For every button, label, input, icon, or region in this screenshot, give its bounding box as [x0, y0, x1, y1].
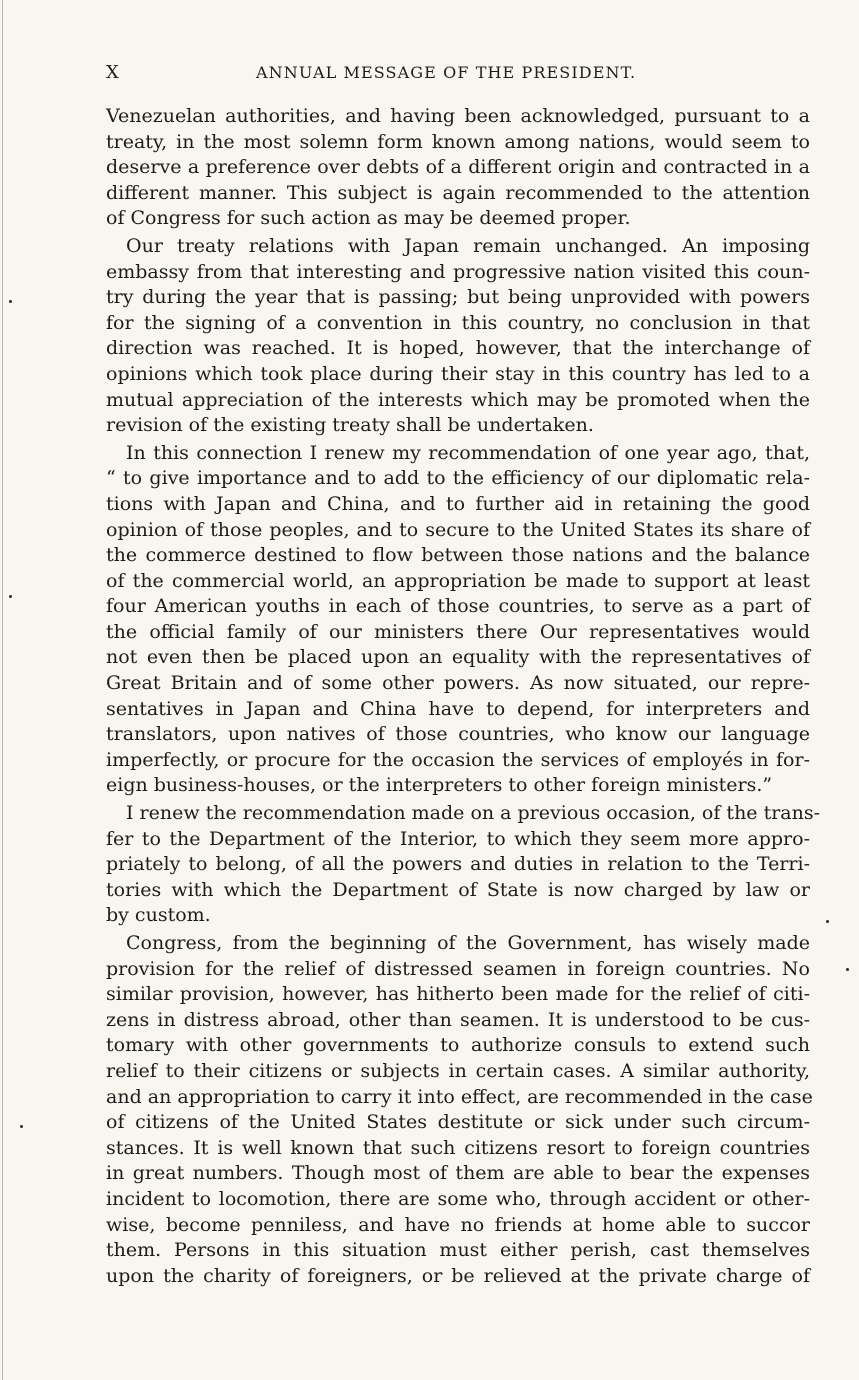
text-line: treaty, in the most solemn form known among nations, would seem to	[106, 130, 810, 153]
text-line: upon the charity of foreigners, or be relieved at the private charge of	[106, 1264, 810, 1287]
paragraph-distressed-citizens	[106, 931, 813, 1289]
text-line: opinion of those peoples, and to secure to the United States its share of	[106, 518, 810, 541]
text-line: stances. It is well known that such citizens resort to foreign countries	[106, 1136, 810, 1159]
text-line: of the commercial world, an appropriation be made to support at least	[106, 569, 810, 592]
text-line: direction was reached. It is hoped, however, that the interchange of	[106, 337, 810, 360]
scan-speck	[846, 968, 849, 971]
text-line: embassy from that interesting and progressive nation visited this coun-	[106, 260, 810, 283]
paragraph-japan-treaty	[106, 234, 810, 439]
text-line: sentatives in Japan and China have to depend, for interpreters and	[106, 697, 810, 720]
text-line: fer to the Department of the Interior, to which they seem more appro-	[106, 827, 810, 850]
text-line: of Congress for such action as may be deemed proper.	[106, 207, 631, 230]
text-line: “ to give importance and to add to the efficiency of our diplomatic rela-	[106, 467, 810, 490]
text-line: priately to belong, of all the powers and duties in relation to the Terri-	[106, 853, 810, 876]
text-line: Congress, from the beginning of the Government, has wisely made	[126, 932, 810, 954]
text-line: eign business-houses, or the interpreters to other foreign ministers.”	[106, 774, 773, 797]
text-line: wise, become penniless, and have no friends at home able to succor	[106, 1213, 810, 1236]
text-line: not even then be placed upon an equality with the representatives of	[106, 646, 810, 669]
paragraph-venezuelan-claims	[106, 104, 810, 232]
text-line: them. Persons in this situation must either perish, cast themselves	[106, 1239, 810, 1262]
text-line: opinions which took place during their stay in this country has led to a	[106, 362, 810, 385]
text-line: by custom.	[106, 904, 211, 927]
text-line: deserve a preference over debts of a different origin and contracted in a	[106, 156, 810, 179]
text-line: relief to their citizens or subjects in certain cases. A similar authority,	[106, 1059, 810, 1082]
text-line: imperfectly, or procure for the occasion the services of employés in for-	[106, 748, 810, 771]
text-line: of citizens of the United States destitute or sick under such circum-	[106, 1111, 810, 1134]
text-line: zens in distress abroad, other than seamen. It is understood to be cus-	[106, 1008, 810, 1031]
text-line: Our treaty relations with Japan remain unchanged. An imposing	[126, 234, 810, 257]
scan-speck	[826, 920, 829, 923]
text-line: the commerce destined to flow between those nations and the balance	[106, 544, 810, 567]
text-line: incident to locomotion, there are some who, through accident or other-	[106, 1187, 810, 1210]
text-line: in great numbers. Though most of them are able to bear the expenses	[106, 1162, 810, 1185]
text-line: similar provision, however, has hitherto been made for the relief of citi-	[106, 983, 810, 1006]
paragraph-diplomatic-youths	[106, 441, 810, 799]
running-head: ANNUAL MESSAGE OF THE PRESIDENT.	[256, 63, 637, 82]
text-line: provision for the relief of distressed seamen in foreign countries. No	[106, 957, 810, 980]
paragraph-territories-transfer	[106, 801, 821, 929]
body-text	[106, 104, 821, 1291]
text-line: In this connection I renew my recommendation of one year ago, that,	[126, 441, 810, 464]
text-line: tories with which the Department of State is now charged by law or	[106, 878, 810, 901]
text-line: different manner. This subject is again recommended to the attention	[106, 181, 810, 204]
scan-speck	[20, 1125, 23, 1128]
text-line: mutual appreciation of the interests which may be promoted when the	[106, 388, 810, 411]
page-number: X	[106, 62, 120, 83]
text-line: tions with Japan and China, and to further aid in retaining the good	[106, 492, 810, 515]
text-line: translators, upon natives of those countries, who know our language	[106, 723, 810, 746]
text-line: Great Britain and of some other powers. As now situated, our repre-	[106, 672, 810, 695]
text-line: try during the year that is passing; but being unprovided with powers	[106, 286, 810, 309]
scan-speck	[9, 300, 12, 303]
page-header	[106, 62, 806, 86]
text-line: revision of the existing treaty shall be undertaken.	[106, 414, 594, 437]
text-line: the official family of our ministers there Our representatives would	[106, 620, 810, 643]
text-line: tomary with other governments to authorize consuls to extend such	[106, 1034, 810, 1057]
text-line: Venezuelan authorities, and having been acknowledged, pursuant to a	[106, 105, 810, 127]
text-line: for the signing of a convention in this country, no conclusion in that	[106, 311, 810, 334]
text-line: and an appropriation to carry it into effect, are recommended in the case	[106, 1085, 813, 1108]
text-line: I renew the recommendation made on a previous occasion, of the trans-	[126, 802, 821, 825]
text-line: four American youths in each of those countries, to serve as a part of	[106, 595, 810, 618]
scan-speck	[9, 595, 12, 598]
page-edge-line	[2, 0, 3, 1380]
